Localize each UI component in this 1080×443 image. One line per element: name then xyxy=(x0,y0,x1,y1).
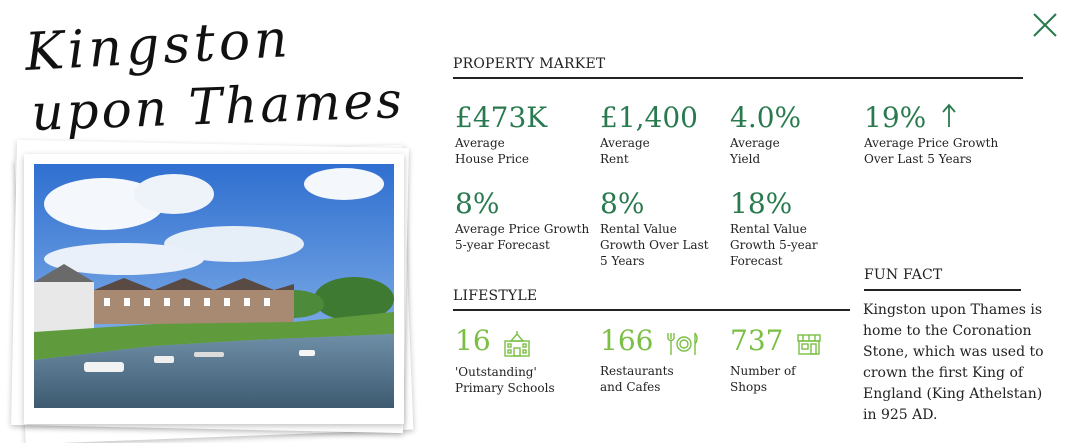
stat-label: Average House Price xyxy=(455,136,529,166)
shop-icon xyxy=(795,331,823,361)
stat-value: £1,400 xyxy=(600,101,698,134)
lifestyle-divider xyxy=(453,309,850,311)
stat-label: Rental Value Growth 5-year Forecast xyxy=(730,222,818,268)
stat-label: Restaurants and Cafes xyxy=(600,363,674,394)
stat-value: 737 xyxy=(730,324,784,357)
stat-label: Average Price Growth Over Last 5 Years xyxy=(864,136,999,166)
river-photo xyxy=(34,164,394,408)
property-market-divider xyxy=(453,77,1023,79)
stat-value: 8% xyxy=(455,187,500,220)
stat-value: 8% xyxy=(600,187,645,220)
stat-label: Rental Value Growth Over Last 5 Years xyxy=(600,222,709,268)
stat-average-rent xyxy=(600,103,698,167)
stat-rental-growth-5-years xyxy=(600,189,709,269)
stat-value: 18% xyxy=(730,187,793,220)
stat-value: 166 xyxy=(600,324,654,357)
stat-label: Number of Shops xyxy=(730,363,796,394)
stat-rental-growth-forecast xyxy=(730,189,818,269)
school-icon xyxy=(502,330,532,362)
stat-value: 16 xyxy=(455,324,491,357)
stat-label: Average Price Growth 5-year Forecast xyxy=(455,222,590,252)
fun-fact-heading: FUN FACT xyxy=(864,267,943,283)
stat-label: Average Rent xyxy=(600,136,650,166)
stat-value: 4.0% xyxy=(730,101,802,134)
stat-label: Average Yield xyxy=(730,136,780,166)
lifestyle-heading: LIFESTYLE xyxy=(453,288,538,304)
page-title xyxy=(20,8,420,148)
stat-average-yield xyxy=(730,103,801,167)
title-line-2: upon Thames xyxy=(30,70,406,142)
stat-outstanding-schools xyxy=(455,326,555,396)
stat-restaurants xyxy=(600,326,701,395)
close-icon xyxy=(1030,10,1060,40)
stat-price-growth-forecast xyxy=(455,189,589,253)
fun-fact-divider xyxy=(864,289,1021,291)
photo-card-front xyxy=(24,154,404,424)
fun-fact-text: Kingston upon Thames is home to the Coronation Stone, which was used to crown the first King of England (King Athelstan) in 925 AD. xyxy=(863,302,1044,423)
photo-stack xyxy=(10,140,410,440)
title-line-1: Kingston xyxy=(23,9,293,83)
stat-price-growth-5-years xyxy=(864,103,998,167)
stat-average-house-price xyxy=(455,103,547,167)
stat-label: 'Outstanding' Primary Schools xyxy=(455,364,555,395)
property-market-heading: PROPERTY MARKET xyxy=(453,56,606,72)
stat-value: 19% xyxy=(864,101,927,134)
close-button[interactable] xyxy=(1030,10,1060,40)
stat-shops xyxy=(730,326,823,395)
up-arrow-icon xyxy=(941,103,957,133)
restaurant-icon xyxy=(665,331,701,361)
stat-value: £473K xyxy=(455,101,548,134)
